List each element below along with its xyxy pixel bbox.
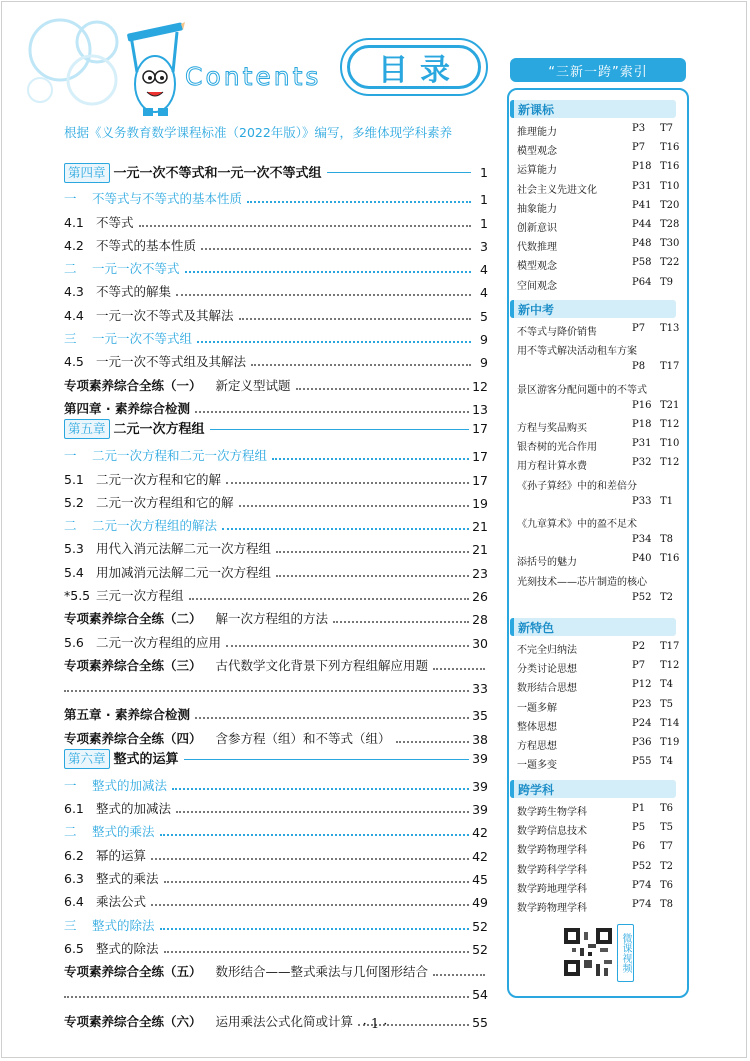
index-topic: 光刻技术——芯片制造的核心 (517, 576, 647, 588)
leader-dots (176, 293, 471, 296)
index-page: P52 (632, 591, 652, 603)
toc-page-number: 1 (480, 192, 488, 208)
toc-row[interactable] (64, 840, 488, 863)
index-page: P7 (632, 142, 646, 154)
index-page: P44 (632, 219, 652, 230)
toc-title: 不等式的解集 (96, 284, 172, 300)
index-topic: 代数推理 (517, 242, 557, 254)
toc-row[interactable] (64, 723, 488, 746)
chapter-badge: 第五章 (64, 419, 110, 439)
toc-title: 二元一次方程和它的解 (96, 471, 222, 487)
index-topic: 方程思想 (517, 741, 557, 752)
toc-number: 5.2 (64, 494, 84, 510)
toc-page-number: 9 (480, 332, 488, 348)
index-topic: 一题多变 (517, 760, 557, 772)
leader-dots (151, 857, 469, 860)
toc-number: *5.5 (64, 588, 91, 604)
toc-row[interactable] (64, 324, 488, 347)
index-question: T6 (660, 803, 674, 814)
index-topic: 推理能力 (517, 127, 557, 138)
toc-row[interactable] (64, 511, 488, 534)
toc-title: 专项素养综合全练（一） (64, 377, 202, 393)
toc-title: 不等式 (96, 214, 134, 230)
toc-number: 三 (64, 331, 77, 347)
toc-title: 一元一次不等式组 (92, 331, 193, 347)
index-page: P64 (632, 276, 652, 288)
toc-page-number: 39 (472, 751, 488, 767)
index-topic: 模型观念 (517, 146, 557, 158)
index-question: T16 (660, 161, 680, 173)
toc-row[interactable] (64, 254, 488, 277)
toc-page-number: 21 (472, 519, 488, 535)
toc (64, 160, 488, 1030)
toc-title: 一元一次不等式组及其解法 (96, 354, 247, 370)
index-question: T19 (660, 737, 680, 748)
leader-dots (184, 758, 470, 760)
index-question: T5 (660, 822, 674, 834)
index-page: P7 (632, 323, 646, 334)
toc-title: 三元一次方程组 (96, 588, 184, 604)
index-page: P18 (632, 161, 652, 173)
toc-page-number: 26 (472, 589, 488, 605)
chapter-badge: 第六章 (64, 749, 110, 769)
index-topic: 分类讨论思想 (517, 664, 577, 676)
index-question: T5 (660, 698, 674, 710)
index-page: P24 (632, 717, 652, 729)
index-topic: 《九章算术》中的盈不足术 (517, 519, 637, 530)
leader-dots (210, 428, 470, 430)
toc-number: 5.6 (64, 634, 84, 650)
toc-row[interactable] (64, 771, 488, 794)
toc-page-number: 54 (472, 987, 488, 1003)
toc-chapter-row[interactable] (64, 160, 488, 184)
index-page: P55 (632, 756, 652, 768)
pencil-mascot-icon (125, 22, 185, 120)
subtitle: 根据《义务教育数学课程标准（2022年版）》编写，多维体现学科素养 (64, 125, 453, 140)
index-page: P40 (632, 553, 652, 565)
index-topic: 数学跨生物学科 (517, 807, 587, 818)
toc-title: 专项素养综合全练（六） (64, 1013, 202, 1029)
toc-number: 三 (64, 917, 77, 933)
toc-subtitle: 数形结合——整式乘法与几何图形结合 (215, 964, 429, 980)
index-question: T22 (660, 257, 680, 269)
leader-dots (195, 716, 469, 719)
index-page: P58 (632, 257, 652, 269)
toc-number: 4.2 (64, 237, 84, 253)
toc-row[interactable] (64, 700, 488, 723)
index-question: T20 (660, 199, 680, 211)
toc-number: 一 (64, 448, 77, 464)
index-topic: 社会主义先进文化 (517, 184, 597, 196)
leader-dots (226, 644, 469, 647)
toc-number: 4.5 (64, 354, 84, 370)
index-topic: 《孙子算经》中的和差倍分 (517, 480, 637, 492)
toc-row[interactable] (64, 231, 488, 254)
leader-dots (296, 387, 470, 390)
index-question: T28 (660, 219, 680, 230)
toc-title: 第五章 · 素养综合检测 (64, 707, 190, 723)
side-section-header (510, 300, 676, 318)
toc-page-number: 38 (472, 731, 488, 747)
toc-row[interactable] (64, 300, 488, 323)
index-topic: 数学跨物理学科 (517, 903, 587, 914)
title-pill (340, 38, 488, 96)
index-question: T7 (660, 123, 674, 134)
leader-dots (195, 410, 469, 413)
index-page: P34 (632, 534, 652, 546)
leader-dots (276, 574, 469, 577)
toc-page-number: 23 (472, 565, 488, 581)
toc-row[interactable] (64, 794, 488, 817)
index-topic: 运算能力 (517, 165, 557, 177)
toc-page-number: 42 (472, 825, 488, 841)
toc-number: 5.3 (64, 541, 84, 557)
contents-word: Contents (185, 62, 322, 91)
toc-number: 二 (64, 518, 77, 534)
index-page: P12 (632, 679, 652, 691)
toc-title: 一元一次不等式及其解法 (96, 307, 234, 323)
index-question: T8 (660, 534, 674, 546)
index-topic: 数形结合思想 (517, 683, 577, 695)
index-question: T2 (660, 860, 674, 872)
index-question: T2 (660, 591, 674, 603)
toc-row[interactable] (64, 934, 488, 957)
toc-page-number: 39 (472, 778, 488, 794)
leader-dots (160, 927, 470, 930)
toc-page-number: 35 (472, 708, 488, 724)
leader-dots (247, 200, 471, 203)
side-section-header (510, 780, 676, 798)
leader-dots (239, 504, 470, 507)
index-page: P3 (632, 123, 646, 134)
index-topic: 用不等式解决活动租车方案 (517, 346, 637, 358)
toc-number: 5.4 (64, 564, 84, 580)
toc-title: 不等式的基本性质 (96, 237, 197, 253)
toc-page-number: 30 (472, 635, 488, 651)
index-question: T17 (660, 361, 680, 373)
side-section-title: 跨学科 (518, 783, 555, 797)
toc-page-number: 17 (472, 449, 488, 465)
index-topic: 景区游客分配问题中的不等式 (517, 384, 647, 396)
toc-number: 6.1 (64, 801, 84, 817)
toc-title: 整式的除法 (92, 917, 155, 933)
leader-dots (197, 340, 471, 343)
toc-page-number: 3 (480, 238, 488, 254)
index-topic: 空间观念 (517, 280, 557, 292)
toc-row-continued (64, 980, 488, 1002)
index-page: P33 (632, 495, 652, 507)
toc-row[interactable] (64, 464, 488, 487)
leader-dots (172, 787, 469, 790)
index-question: T17 (660, 641, 680, 652)
leader-dots (189, 597, 470, 600)
section-accent-bar (510, 100, 514, 118)
index-page: P36 (632, 737, 652, 748)
toc-chapter-row[interactable] (64, 747, 488, 771)
index-page: P2 (632, 641, 646, 652)
index-page: P18 (632, 419, 652, 430)
toc-title: 整式的乘法 (96, 871, 159, 887)
index-page: P1 (632, 803, 646, 814)
leader-dots (239, 317, 471, 320)
toc-page-number: 39 (472, 802, 488, 818)
index-question: T16 (660, 142, 680, 154)
toc-title: 不等式与不等式的基本性质 (92, 191, 243, 207)
toc-row[interactable] (64, 394, 488, 417)
leader-dots (222, 527, 469, 530)
toc-number: 4.3 (64, 284, 84, 300)
section-accent-bar (510, 300, 514, 318)
chapter-title: 二元一次方程组 (113, 422, 205, 438)
index-page: P32 (632, 457, 652, 469)
index-page: P5 (632, 822, 646, 834)
toc-subtitle: 解一次方程组的方法 (215, 611, 329, 627)
index-question: T12 (660, 660, 680, 672)
index-topic: 模型观念 (517, 261, 557, 273)
leader-dots (433, 667, 485, 670)
section-accent-bar (510, 618, 514, 636)
index-page: P16 (632, 399, 652, 411)
toc-title: 整式的乘法 (92, 824, 155, 840)
leader-dots (226, 481, 469, 484)
toc-page-number: 52 (472, 941, 488, 957)
toc-title: 专项素养综合全练（二） (64, 611, 202, 627)
toc-row[interactable] (64, 534, 488, 557)
toc-title: 整式的加减法 (92, 777, 168, 793)
index-question: T1 (660, 495, 674, 507)
index-question: T21 (660, 399, 680, 411)
index-page: P23 (632, 698, 652, 710)
toc-row[interactable] (64, 207, 488, 230)
index-question: T13 (660, 323, 680, 334)
side-section-title: 新特色 (518, 621, 555, 635)
side-section-header (510, 100, 676, 118)
index-question: T9 (660, 276, 674, 288)
index-page: P74 (632, 899, 652, 910)
index-question: T14 (660, 717, 680, 729)
index-topic: 添括号的魅力 (517, 557, 577, 569)
index-page: P31 (632, 438, 652, 450)
toc-page-number: 1 (480, 164, 488, 180)
toc-row[interactable] (64, 488, 488, 511)
leader-dots (251, 363, 471, 366)
side-section-title: 新中考 (518, 303, 555, 317)
index-question: T7 (660, 841, 674, 853)
toc-page-number: 17 (472, 421, 488, 437)
leader-dots (272, 457, 469, 460)
index-question: T16 (660, 553, 680, 565)
chapter-title: 整式的运算 (113, 752, 179, 768)
chapter-badge: 第四章 (64, 163, 110, 183)
toc-page-number: 33 (472, 680, 488, 696)
section-accent-bar (510, 780, 514, 798)
index-question: T8 (660, 899, 674, 910)
toc-number: 一 (64, 191, 77, 207)
toc-row[interactable] (64, 887, 488, 910)
toc-row[interactable] (64, 184, 488, 207)
index-topic: 数学跨地理学科 (517, 883, 587, 895)
toc-title: 二元一次方程组的解法 (92, 518, 218, 534)
toc-number: 一 (64, 777, 77, 793)
index-topic: 数学跨物理学科 (517, 845, 587, 857)
index-page: P74 (632, 879, 652, 891)
index-topic: 不完全归纳法 (517, 645, 577, 656)
toc-title: 用代入消元法解二元一次方程组 (96, 541, 272, 557)
leader-dots (276, 550, 469, 553)
leader-dots (327, 171, 471, 173)
index-question: T12 (660, 457, 680, 469)
toc-number: 4.4 (64, 307, 84, 323)
toc-page-number: 45 (472, 872, 488, 888)
toc-title: 二元一次方程组和它的解 (96, 494, 234, 510)
toc-number: 6.3 (64, 871, 84, 887)
toc-number: 6.4 (64, 894, 84, 910)
toc-page-number: 49 (472, 895, 488, 911)
toc-number: 6.5 (64, 940, 84, 956)
leader-dots (164, 950, 470, 953)
toc-row[interactable] (64, 910, 488, 933)
leader-dots (333, 620, 469, 623)
index-topic: 不等式与降价销售 (517, 327, 597, 338)
qr-code-icon (564, 928, 612, 976)
leader-dots (433, 973, 485, 976)
toc-page-number: 21 (472, 542, 488, 558)
toc-number: 二 (64, 261, 77, 277)
toc-row[interactable] (64, 277, 488, 300)
index-topic: 用方程计算水费 (517, 461, 587, 473)
toc-title: 二元一次方程组的应用 (96, 634, 222, 650)
leader-dots (396, 740, 470, 743)
leader-dots (201, 247, 471, 250)
index-topic: 数学跨信息技术 (517, 826, 587, 838)
toc-title: 整式的加减法 (96, 801, 172, 817)
toc-page-number: 4 (480, 285, 488, 301)
index-topic: 抽象能力 (517, 203, 557, 215)
index-question: T10 (660, 180, 680, 192)
toc-row[interactable] (64, 604, 488, 627)
toc-page-number: 55 (472, 1014, 488, 1030)
toc-number: 二 (64, 824, 77, 840)
toc-number: 4.1 (64, 214, 84, 230)
toc-row[interactable] (64, 651, 488, 674)
toc-title: 二元一次方程和二元一次方程组 (92, 448, 268, 464)
index-topic: 一题多解 (517, 702, 557, 714)
toc-page-number: 9 (480, 355, 488, 371)
index-page: P48 (632, 238, 652, 250)
index-page: P31 (632, 180, 652, 192)
toc-title: 专项素养综合全练（三） (64, 657, 202, 673)
chapter-title: 一元一次不等式和一元一次不等式组 (113, 165, 322, 181)
leader-dots (64, 689, 469, 692)
index-question: T4 (660, 756, 674, 768)
page-title: 目录 (347, 45, 481, 89)
leader-dots (176, 810, 469, 813)
toc-title: 一元一次不等式 (92, 261, 180, 277)
toc-title: 专项素养综合全练（五） (64, 964, 202, 980)
toc-subtitle: 古代数学文化背景下列方程组解应用题 (215, 657, 429, 673)
toc-subtitle: 含参方程（组）和不等式（组） (215, 730, 391, 746)
toc-page-number: 5 (480, 308, 488, 324)
page-number: · 1 · (362, 1017, 388, 1032)
index-question: T30 (660, 238, 680, 250)
side-index-header: “三新一跨”索引 (510, 58, 686, 82)
toc-number: 5.1 (64, 471, 84, 487)
toc-row[interactable] (64, 581, 488, 604)
leader-dots (160, 833, 470, 836)
leader-dots (64, 995, 469, 998)
toc-title: 乘法公式 (96, 894, 147, 910)
toc-row[interactable] (64, 557, 488, 580)
leader-dots (139, 224, 471, 227)
index-page: P6 (632, 841, 646, 853)
index-question: T12 (660, 419, 680, 430)
toc-page-number: 13 (472, 401, 488, 417)
leader-dots (164, 880, 470, 883)
toc-row[interactable] (64, 370, 488, 393)
index-question: T4 (660, 679, 674, 691)
index-question: T6 (660, 879, 674, 891)
index-topic: 银杏树的光合作用 (517, 442, 597, 454)
toc-title: 第四章 · 素养综合检测 (64, 400, 190, 416)
index-topic: 创新意识 (517, 223, 557, 234)
index-page: P7 (632, 660, 646, 672)
toc-page-number: 12 (472, 378, 488, 394)
toc-row[interactable] (64, 441, 488, 464)
toc-row[interactable] (64, 347, 488, 370)
toc-chapter-row[interactable] (64, 417, 488, 441)
index-topic: 数学跨科学学科 (517, 864, 587, 876)
toc-title: 专项素养综合全练（四） (64, 730, 202, 746)
index-page: P41 (632, 199, 652, 211)
toc-row[interactable] (64, 817, 488, 840)
toc-title: 整式的除法 (96, 940, 159, 956)
toc-page-number: 28 (472, 612, 488, 628)
leader-dots (151, 903, 469, 906)
toc-page-number: 42 (472, 848, 488, 864)
toc-number: 6.2 (64, 847, 84, 863)
toc-page-number: 17 (472, 472, 488, 488)
side-section-title: 新课标 (518, 103, 555, 117)
index-question: T10 (660, 438, 680, 450)
toc-title: 幂的运算 (96, 847, 147, 863)
index-page: P8 (632, 361, 646, 373)
index-topic: 整体思想 (517, 721, 557, 733)
toc-page-number: 19 (472, 495, 488, 511)
index-topic: 方程与奖品购买 (517, 423, 587, 434)
decorative-circles (22, 12, 132, 108)
toc-page-number: 52 (472, 918, 488, 934)
toc-row-continued (64, 674, 488, 696)
index-page: P52 (632, 860, 652, 872)
side-section-header (510, 618, 676, 636)
toc-row[interactable] (64, 957, 488, 980)
leader-dots (185, 270, 471, 273)
toc-row[interactable] (64, 627, 488, 650)
toc-subtitle: 运用乘法公式化简或计算 (215, 1013, 354, 1029)
toc-row[interactable] (64, 864, 488, 887)
toc-page-number: 4 (480, 262, 488, 278)
toc-title: 用加减消元法解二元一次方程组 (96, 564, 272, 580)
qr-caption: 微课视频 (617, 924, 634, 982)
toc-subtitle: 新定义型试题 (215, 377, 291, 393)
toc-page-number: 1 (480, 215, 488, 231)
